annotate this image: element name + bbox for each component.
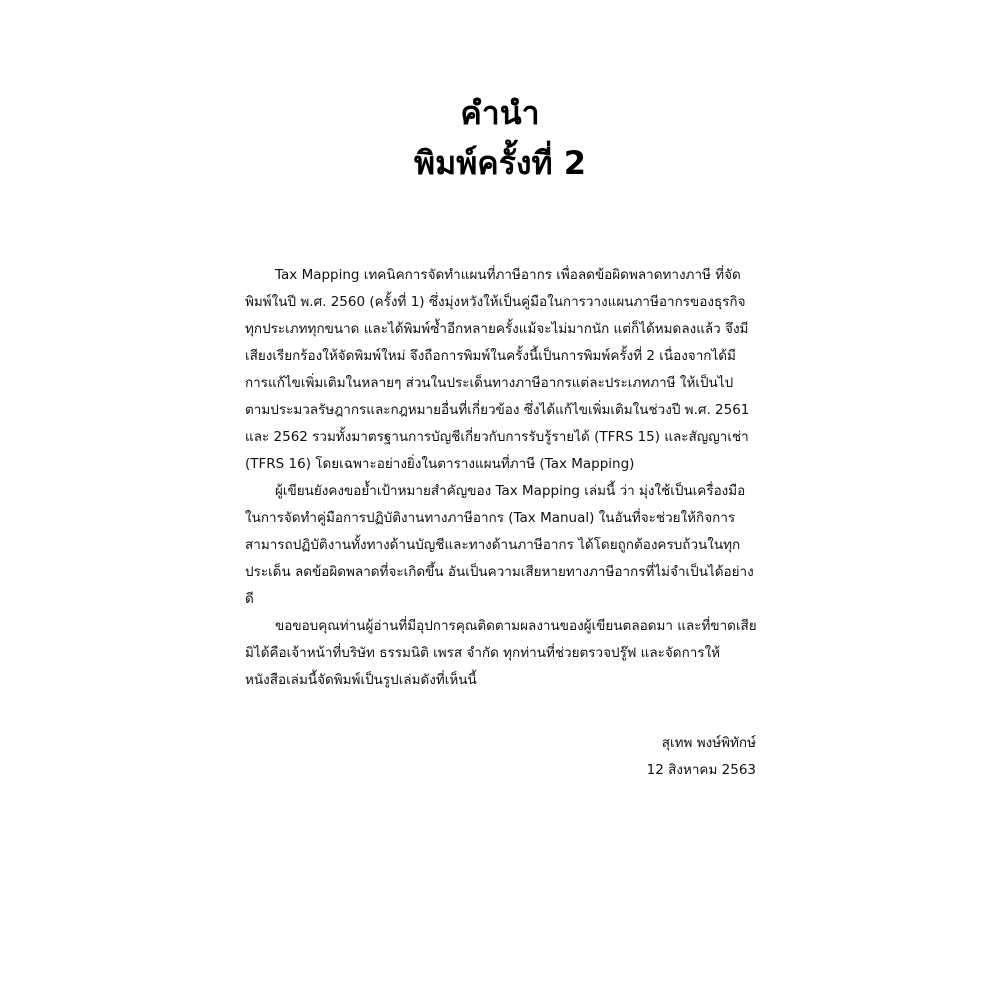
page-subtitle: พิมพ์ครั้งที่ 2 [414,144,586,182]
signature-block [570,730,756,784]
paragraph-2 [245,478,757,613]
title-block [0,88,1000,188]
paragraph-1-text: Tax Mapping เทคนิคการจัดทำแผนที่ภาษีอากร เพื่อลดข้อผิดพลาดทางภาษี ที่จัดพิมพ์ในปี พ.ศ. 2560 (ครั้งที่ 1) ซึ่งมุ่งหวังให้เป็นคู่มือในการวางแผนภาษีอากรของธุรกิจทุกประเภททุกขนาด และได้พิมพ์ซ้ำอีกหลายครั้งแม้จะไม่มากนัก แต่ก็ได้หมดลงแล้ว จึงมีเสียงเรียกร้องให้จัดพิมพ์ใหม่ จึงถือการพิมพ์ในครั้งนี้เป็นการพิมพ์ครั้งที่ 2 เนื่องจากได้มีการแก้ไขเพิ่มเติมในหลายๆ ส่วนในประเด็นทางภาษีอากรแต่ละประเภทภาษี ให้เป็นไปตามประมวลรัษฎากรและกฎหมายอื่นที่เกี่ยวข้อง ซึ่งได้แก้ไขเพิ่มเติมในช่วงปี พ.ศ. 2561 และ 2562 รวมทั้งมาตรฐานการบัญชีเกี่ยวกับการรับรู้รายได้ (TFRS 15) และสัญญาเช่า (TFRS 16) โดยเฉพาะอย่างยิ่งในตารางแผนที่ภาษี (Tax Mapping) [245,267,750,472]
paragraph-3-text: ขอขอบคุณท่านผู้อ่านที่มีอุปการคุณติดตามผลงานของผู้เขียนตลอดมา และที่ขาดเสียมิได้คือเจ้าหน้าที่บริษัท ธรรมนิติ เพรส จำกัด ทุกท่านที่ช่วยตรวจปรู๊ฟ และจัดการให้หนังสือเล่มนี้จัดพิมพ์เป็นรูปเล่มดังที่เห็นนี้ [245,618,757,688]
paragraph-1 [245,262,757,478]
body-text [245,262,757,694]
paragraph-2-text: ผู้เขียนยังคงขอย้ำเป้าหมายสำคัญของ Tax Mapping เล่มนี้ ว่า มุ่งใช้เป็นเครื่องมือในการจัดทำคู่มือการปฏิบัติงานทางภาษีอากร (Tax Manual) ในอันที่จะช่วยให้กิจการสามารถปฏิบัติงานทั้งทางด้านบัญชีและทางด้านภาษีอากร ได้โดยถูกต้องครบถ้วนในทุกประเด็น ลดข้อผิดพลาดที่จะเกิดขึ้น อันเป็นความเสียหายทางภาษีอากรที่ไม่จำเป็นได้อย่างดี [245,483,754,607]
paragraph-3 [245,613,757,694]
author-name: สุเทพ พงษ์พิทักษ์ [661,735,756,751]
page-title: คำนำ [460,94,540,132]
signature-date: 12 สิงหาคม 2563 [646,762,756,778]
